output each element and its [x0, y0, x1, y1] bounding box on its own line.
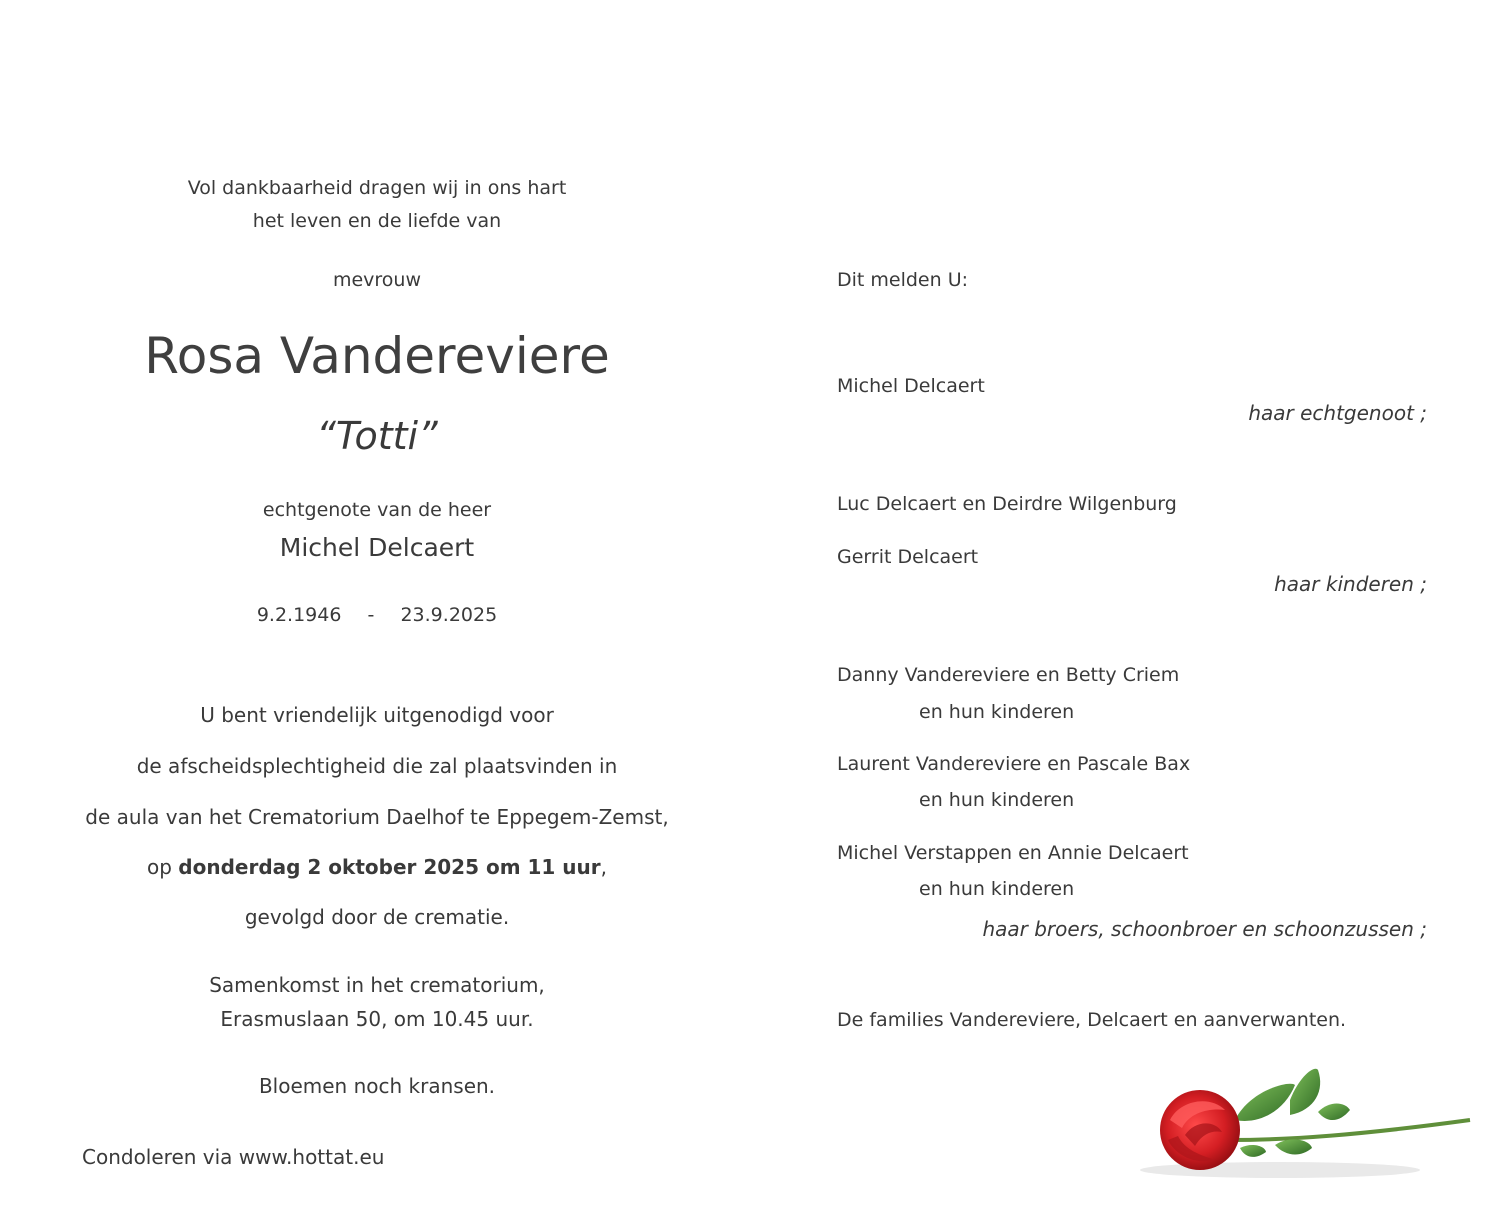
invite-line-3: de aula van het Crematorium Daelhof te Eppegem-Zemst,: [85, 805, 669, 829]
child-2: Gerrit Delcaert: [837, 546, 979, 568]
sibling-1: Danny Vandereviere en Betty Criem: [837, 664, 1180, 686]
spouse-name: Michel Delcaert: [279, 533, 475, 562]
husband-name: Michel Delcaert: [837, 375, 985, 397]
birth-date: 9.2.1946: [256, 604, 342, 626]
invite-line-1: U bent vriendelijk uitgenodigd voor: [200, 703, 554, 727]
sibling-3: Michel Verstappen en Annie Delcaert: [837, 842, 1189, 864]
death-date: 23.9.2025: [400, 604, 498, 626]
life-dates: [20, 603, 734, 628]
date-separator: -: [367, 604, 375, 626]
siblings-relation: haar broers, schoonbroer en schoonzussen ;: [982, 917, 1427, 941]
invite-prefix: op: [146, 855, 179, 879]
sibling-3-kids: en hun kinderen: [919, 878, 1075, 900]
deceased-name: Rosa Vandereviere: [144, 327, 610, 385]
flowers-note: Bloemen noch kransen.: [258, 1074, 496, 1098]
invite-line-2: de afscheidsplechtigheid die zal plaatsvinden in: [136, 754, 618, 778]
spouse-intro: echtgenote van de heer: [262, 499, 492, 521]
intro-line-2: het leven en de liefde van: [252, 210, 502, 232]
intro-line-1: Vol dankbaarheid dragen wij in ons hart: [187, 177, 567, 199]
invite-line-5: gevolgd door de crematie.: [244, 905, 510, 929]
sibling-2-kids: en hun kinderen: [919, 789, 1075, 811]
announce: Dit melden U:: [837, 269, 969, 291]
gathering-line-1: Samenkomst in het crematorium,: [209, 973, 545, 997]
invite-suffix: ,: [600, 855, 608, 879]
husband-relation: haar echtgenoot ;: [1248, 401, 1427, 425]
children-relation: haar kinderen ;: [1274, 572, 1427, 596]
sibling-2: Laurent Vandereviere en Pascale Bax: [837, 753, 1191, 775]
invite-date: donderdag 2 oktober 2025 om 11 uur: [178, 855, 601, 879]
title-mevrouw: mevrouw: [332, 269, 422, 291]
sibling-1-kids: en hun kinderen: [919, 701, 1075, 723]
invite-line-4: [20, 854, 734, 880]
families-line: De families Vandereviere, Delcaert en aanverwanten.: [837, 1009, 1347, 1031]
red-rose-icon: [1140, 1060, 1480, 1190]
child-1: Luc Delcaert en Deirdre Wilgenburg: [837, 493, 1177, 515]
nickname: “Totti”: [316, 414, 438, 458]
gathering-line-2: Erasmuslaan 50, om 10.45 uur.: [220, 1007, 534, 1031]
condolence-link[interactable]: Condoleren via www.hottat.eu: [82, 1145, 385, 1169]
